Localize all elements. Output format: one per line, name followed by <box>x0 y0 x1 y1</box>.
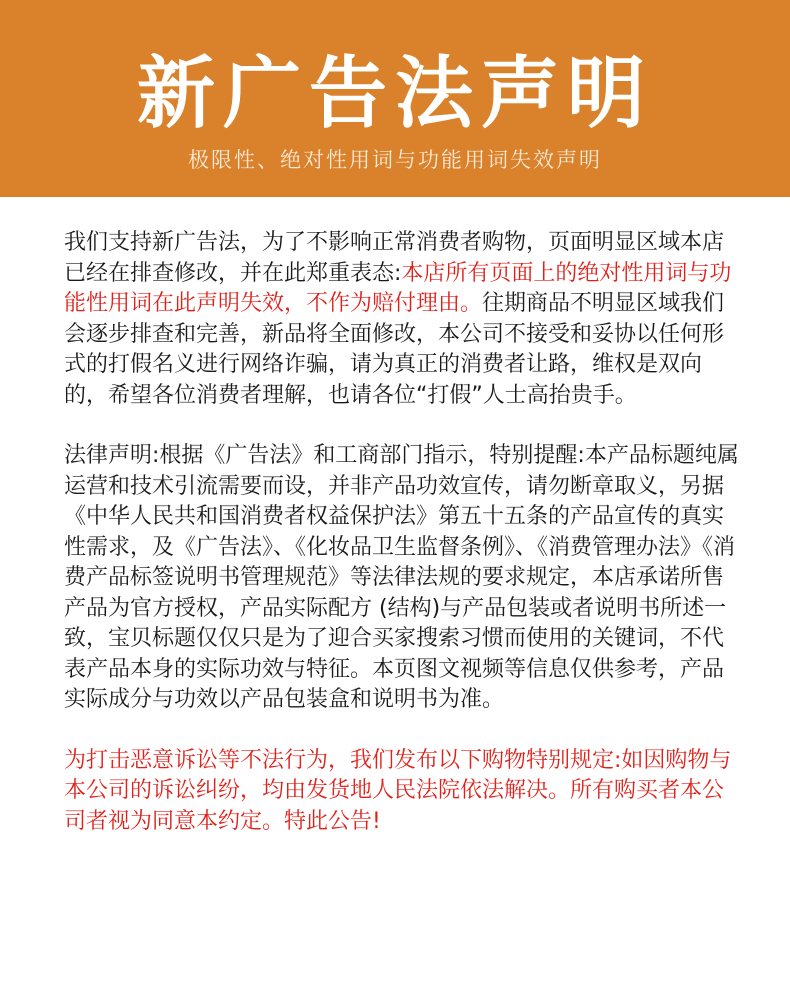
support-text-end: 往期商品不明显区域我们会逐步排查和完善，新品将全面修改，本公司不接受和妥协以任何形式的打假名义进行网络诈骗，请为真正的消费者让路，维权是双向的，希望各位消费者理解，也请各位“打假”人士高抬贵手。 <box>64 291 725 408</box>
statement-body <box>64 228 744 867</box>
paragraph-special-rules: 为打击恶意诉讼等不法行为，我们发布以下购物特别规定:如因购物与本公司的诉讼纠纷，均由发货地人民法院依法解决。所有购买者本公司者视为同意本约定。特此公告! <box>64 747 732 834</box>
header-banner <box>0 0 790 197</box>
page-subtitle: 极限性、绝对性用词与功能用词失效声明 <box>188 148 602 172</box>
support-text-start: 我们支持新广告法，为了不影响正常消费者购物，页面明显区域本店已经在排查修改，并在此郑重表态: <box>64 230 725 286</box>
invalidity-highlight: 本店所有页面上的绝对性用词与功能性用词在此声明失效，不作为赔付理由。 <box>64 260 732 316</box>
page-title: 新广告法声明 <box>136 49 653 139</box>
paragraph-legal-statement: 法律声明:根据《广告法》和工商部门指示，特别提醒:本产品标题纯属运营和技术引流需要而设，并非产品功效宣传，请勿断章取义，另据《中华人民共和国消费者权益保护法》第五十五条的产品宣传的真实性需求，及《广告法》、《化妆品卫生监督条例》、《消费管理办法》《消费产品标签说明书管理规范》等法律法规的要求规定，本店承诺所售产品为官方授权，产品实际配方 (结构)与产品包装或者说明书所述一致，宝贝标题仅仅只是为了迎合买家搜索习惯而使用的关键词，不代表产品本身的实际功效与特征。本页图文视频等信息仅供参考，产品实际成分与功效以产品包装盒和说明书为准。 <box>64 443 739 712</box>
paragraph-support-statement <box>64 228 744 411</box>
